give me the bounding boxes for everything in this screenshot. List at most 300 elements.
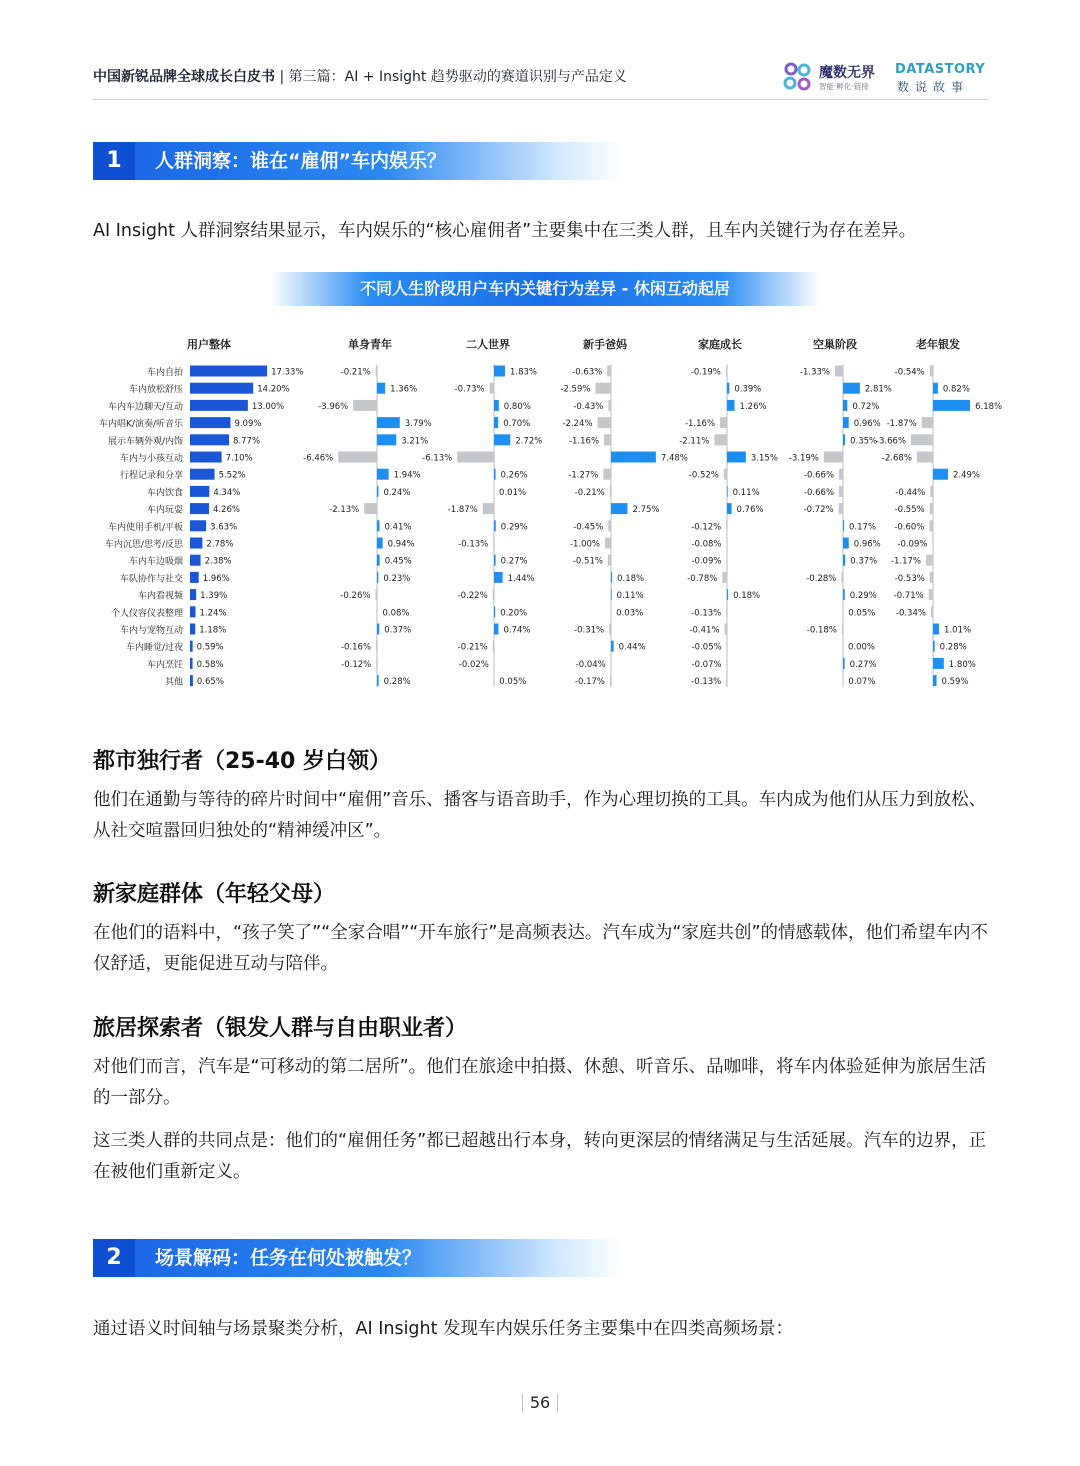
bar-单身青年 — [375, 589, 377, 600]
header-title-separator: | — [279, 69, 285, 85]
bar-老年银发 — [933, 675, 937, 686]
section-1-intro: AI Insight 人群洞察结果显示，车内娱乐的“核心雇佣者”主要集中在三类人群，且车内关键行为存在差异。 — [93, 221, 917, 241]
bar-单身青年 — [376, 366, 377, 377]
chart-title: 不同人生阶段用户车内关键行为差异 - 休闲互动起居 — [360, 279, 730, 298]
value-label-空巢阶段: -1.33% — [799, 367, 831, 378]
value-label-空巢阶段: 0.96% — [853, 419, 881, 430]
bar-空巢阶段 — [842, 624, 843, 635]
group-1-title: 都市独行者（25-40 岁白领） — [93, 749, 392, 774]
value-label-二人世界: -0.73% — [454, 384, 485, 395]
chart-title-banner — [270, 272, 820, 306]
value-label-单身青年: 0.37% — [384, 625, 412, 636]
value-label-老年银发: -1.17% — [890, 556, 921, 567]
value-label-家庭成长: 0.76% — [736, 505, 764, 516]
bar-overall — [190, 555, 201, 566]
header-title-main: 中国新锐品牌全球成长白皮书 — [93, 69, 275, 85]
group-2-title: 新家庭群体（年轻父母） — [93, 882, 336, 907]
value-label-单身青年: 0.24% — [383, 487, 411, 498]
bar-家庭成长 — [725, 624, 727, 635]
header-title — [93, 66, 627, 86]
value-label-家庭成长: -0.78% — [687, 573, 718, 584]
bar-老年银发 — [933, 658, 944, 669]
value-label-空巢阶段: -0.66% — [803, 470, 835, 481]
value-label-新手爸妈: -1.00% — [569, 539, 600, 550]
value-label-老年银发: 0.59% — [941, 677, 969, 688]
value-label-家庭成长: -0.13% — [691, 677, 722, 688]
bar-老年银发 — [911, 434, 933, 445]
bar-二人世界 — [493, 589, 494, 600]
bar-overall — [190, 469, 215, 480]
value-label-单身青年: 0.08% — [382, 608, 410, 619]
value-label-新手爸妈: -2.24% — [562, 419, 593, 430]
bar-二人世界 — [457, 452, 494, 463]
bar-家庭成长 — [726, 555, 727, 566]
category-label: 车内睡觉/过夜 — [125, 643, 183, 654]
bar-新手爸妈 — [611, 641, 614, 652]
value-label-家庭成长: -0.12% — [691, 522, 722, 533]
value-label-单身青年: -6.46% — [303, 453, 334, 464]
category-label: 车内唱K/演奏/听音乐 — [99, 419, 183, 430]
value-label-老年银发: -0.60% — [894, 522, 925, 533]
value-label-家庭成长: -0.19% — [690, 367, 721, 378]
bar-老年银发 — [933, 400, 970, 411]
section-2-intro: 通过语义时间轴与场景聚类分析，AI Insight 发现车内娱乐任务主要集中在四类高频场景： — [93, 1319, 794, 1339]
datastory-logo — [895, 60, 989, 94]
category-label: 展示车辆外观/内饰 — [107, 436, 183, 447]
bar-overall — [190, 572, 199, 583]
bar-二人世界 — [494, 624, 498, 635]
value-label-二人世界: -0.22% — [457, 591, 488, 602]
value-label-overall: 8.77% — [233, 436, 261, 447]
bar-新手爸妈 — [610, 486, 611, 497]
value-label-二人世界: 0.74% — [503, 625, 531, 636]
bar-新手爸妈 — [608, 400, 611, 411]
value-label-家庭成长: 3.15% — [750, 453, 778, 464]
bar-老年银发 — [930, 503, 933, 514]
column-header-用户整体: 用户整体 — [187, 338, 231, 351]
bar-家庭成长 — [726, 366, 727, 377]
datastory-logo-sub: 数说故事 — [897, 80, 970, 94]
value-label-overall: 4.26% — [212, 505, 240, 516]
bar-家庭成长 — [726, 675, 727, 686]
bar-空巢阶段 — [839, 469, 843, 480]
bar-单身青年 — [376, 641, 377, 652]
bar-overall — [190, 366, 267, 377]
value-label-新手爸妈: -0.31% — [574, 625, 605, 636]
group-2-text: 在他们的语料中，“孩子笑了”“全家合唱”“开车旅行”是高频表达。汽车成为“家庭共创”的情感载体，他们希望车内不仅舒适，更能促进互动与陪伴。 — [93, 923, 989, 974]
category-label: 行程记录和分享 — [119, 471, 183, 482]
bar-新手爸妈 — [607, 366, 611, 377]
bar-新手爸妈 — [608, 555, 611, 566]
bar-overall — [190, 383, 253, 394]
category-label: 车内车边吸烟 — [128, 557, 183, 568]
value-label-单身青年: 3.21% — [401, 436, 429, 447]
value-label-单身青年: 0.94% — [387, 539, 415, 550]
value-label-空巢阶段: 0.72% — [852, 401, 880, 412]
value-label-新手爸妈: -0.43% — [573, 401, 604, 412]
bar-新手爸妈 — [611, 589, 612, 600]
bar-老年银发 — [933, 383, 938, 394]
bar-单身青年 — [377, 469, 389, 480]
value-label-家庭成长: -0.05% — [691, 642, 722, 653]
value-label-新手爸妈: -0.17% — [574, 677, 605, 688]
value-label-老年银发: -0.71% — [893, 591, 924, 602]
value-label-家庭成长: -0.08% — [691, 539, 722, 550]
section-1-title: 人群洞察：谁在“雇佣”车内娱乐？ — [155, 150, 446, 172]
datastory-logo-name: DATASTORY — [895, 62, 986, 77]
bar-二人世界 — [494, 555, 496, 566]
value-label-老年银发: -0.54% — [894, 367, 925, 378]
value-label-二人世界: 0.01% — [499, 487, 527, 498]
value-label-二人世界: -0.02% — [458, 659, 489, 670]
category-label: 车内玩耍 — [146, 505, 183, 516]
category-label: 其他 — [164, 677, 183, 688]
mosu-logo-name: 魔数无界 — [819, 65, 875, 81]
bar-家庭成长 — [727, 486, 728, 497]
value-label-单身青年: -2.13% — [329, 505, 360, 516]
value-label-新手爸妈: 0.44% — [618, 642, 646, 653]
group-1-text: 他们在通勤与等待的碎片时间中“雇佣”音乐、播客与语音助手，作为心理切换的工具。车内成为他们从压力到放松、从社交喧嚣回归独处的“精神缓冲区”。 — [93, 790, 987, 841]
value-label-家庭成长: -0.41% — [689, 625, 720, 636]
bar-老年银发 — [933, 469, 948, 480]
behavior-difference-chart — [90, 330, 1003, 695]
bar-新手爸妈 — [609, 624, 611, 635]
bar-overall — [190, 400, 248, 411]
bar-overall — [190, 520, 206, 531]
category-label: 车队协作与社交 — [119, 574, 183, 585]
bar-overall — [190, 589, 196, 600]
value-label-二人世界: 0.20% — [500, 608, 528, 619]
bar-单身青年 — [364, 503, 377, 514]
value-label-二人世界: -0.21% — [457, 642, 488, 653]
bar-单身青年 — [377, 572, 378, 583]
value-label-空巢阶段: 0.35% — [850, 436, 878, 447]
value-label-老年银发: -3.66% — [875, 436, 907, 447]
bar-overall — [190, 417, 230, 428]
bar-新手爸妈 — [603, 469, 611, 480]
bar-单身青年 — [376, 658, 377, 669]
value-label-单身青年: 0.45% — [384, 556, 412, 567]
value-label-空巢阶段: 0.17% — [849, 522, 877, 533]
value-label-单身青年: 3.79% — [404, 419, 432, 430]
value-label-老年银发: 0.28% — [939, 642, 967, 653]
bar-二人世界 — [483, 503, 494, 514]
bar-新手爸妈 — [611, 572, 612, 583]
value-label-家庭成长: -0.13% — [691, 608, 722, 619]
page-number: 56 — [520, 1392, 560, 1414]
value-label-overall: 4.34% — [213, 487, 241, 498]
value-label-新手爸妈: -0.51% — [572, 556, 603, 567]
value-label-新手爸妈: -0.21% — [574, 487, 605, 498]
bar-二人世界 — [493, 538, 494, 549]
bar-空巢阶段 — [841, 572, 843, 583]
bar-单身青年 — [377, 434, 396, 445]
value-label-二人世界: 1.83% — [509, 367, 537, 378]
value-label-overall: 17.33% — [271, 367, 304, 378]
bar-老年银发 — [926, 555, 933, 566]
bar-家庭成长 — [720, 417, 727, 428]
bar-新手爸妈 — [611, 503, 628, 514]
category-label: 车内饮食 — [146, 488, 183, 499]
value-label-家庭成长: -1.16% — [684, 419, 716, 430]
bar-空巢阶段 — [843, 383, 860, 394]
bar-新手爸妈 — [608, 520, 611, 531]
category-label: 车内烹饪 — [146, 660, 183, 671]
value-label-单身青年: 0.41% — [384, 522, 412, 533]
category-label: 车内放松舒压 — [128, 385, 183, 396]
bar-老年银发 — [929, 520, 933, 531]
value-label-overall: 2.38% — [204, 556, 232, 567]
mosu-logo-tagline: 智能·孵化·链接 — [819, 82, 869, 91]
value-label-老年银发: -0.34% — [895, 608, 926, 619]
bar-二人世界 — [490, 383, 494, 394]
value-label-空巢阶段: 2.81% — [864, 384, 892, 395]
bar-家庭成长 — [727, 589, 728, 600]
mosu-logo-icon — [781, 60, 815, 94]
bar-二人世界 — [494, 434, 510, 445]
bar-单身青年 — [377, 520, 379, 531]
value-label-空巢阶段: -0.18% — [806, 625, 837, 636]
value-label-overall: 1.24% — [199, 608, 227, 619]
bar-新手爸妈 — [604, 434, 611, 445]
section-2-title: 场景解码：任务在何处被触发？ — [155, 1247, 422, 1269]
bar-家庭成长 — [727, 503, 732, 514]
bar-单身青年 — [377, 555, 380, 566]
value-label-家庭成长: 0.39% — [734, 384, 762, 395]
bar-空巢阶段 — [839, 503, 843, 514]
value-label-单身青年: 0.23% — [383, 573, 411, 584]
bar-二人世界 — [494, 572, 503, 583]
value-label-老年银发: 6.18% — [975, 401, 1003, 412]
bar-老年银发 — [917, 452, 933, 463]
bar-overall — [190, 606, 196, 617]
bar-二人世界 — [494, 366, 505, 377]
bar-单身青年 — [377, 486, 378, 497]
value-label-二人世界: 0.70% — [503, 419, 531, 430]
section-1-heading — [93, 142, 623, 180]
bar-老年银发 — [931, 606, 933, 617]
value-label-二人世界: -6.13% — [422, 453, 453, 464]
value-label-老年银发: -2.68% — [881, 453, 912, 464]
value-label-空巢阶段: -0.28% — [806, 573, 837, 584]
value-label-overall: 0.65% — [196, 677, 224, 688]
summary-text: 这三类人群的共同点是：他们的“雇佣任务”都已超越出行本身，转向更深层的情绪满足与生活延展。汽车的边界，正在被他们重新定义。 — [93, 1131, 987, 1182]
value-label-新手爸妈: 0.18% — [617, 573, 645, 584]
category-label: 车内与宠物互动 — [119, 626, 183, 636]
bar-新手爸妈 — [605, 538, 611, 549]
bar-家庭成长 — [722, 572, 727, 583]
value-label-空巢阶段: 0.37% — [850, 556, 878, 567]
bar-老年银发 — [933, 641, 935, 652]
bar-老年银发 — [930, 486, 933, 497]
value-label-空巢阶段: 0.96% — [853, 539, 881, 550]
section-2-number: 2 — [93, 1239, 135, 1277]
value-label-overall: 1.96% — [202, 573, 230, 584]
bar-overall — [190, 486, 209, 497]
value-label-二人世界: 0.05% — [499, 677, 527, 688]
bar-空巢阶段 — [843, 658, 845, 669]
category-label: 车内使用手机/平板 — [107, 522, 183, 533]
value-label-家庭成长: -0.07% — [691, 659, 722, 670]
value-label-新手爸妈: 0.03% — [616, 608, 644, 619]
bar-老年银发 — [930, 366, 933, 377]
value-label-overall: 1.18% — [199, 625, 227, 636]
bar-新手爸妈 — [595, 383, 611, 394]
header-title-sub: 第三篇：AI + Insight 趋势驱动的赛道识别与产品定义 — [288, 69, 627, 85]
value-label-overall: 14.20% — [257, 384, 290, 395]
bar-单身青年 — [353, 400, 377, 411]
value-label-新手爸妈: 0.11% — [616, 591, 644, 602]
value-label-二人世界: -0.13% — [458, 539, 489, 550]
value-label-新手爸妈: -0.45% — [573, 522, 604, 533]
bar-二人世界 — [494, 469, 496, 480]
bar-空巢阶段 — [843, 589, 845, 600]
value-label-空巢阶段: 0.27% — [849, 659, 877, 670]
column-header-新手爸妈: 新手爸妈 — [583, 338, 627, 351]
bar-overall — [190, 434, 229, 445]
bar-空巢阶段 — [843, 434, 845, 445]
value-label-老年银发: 1.80% — [948, 659, 976, 670]
bar-空巢阶段 — [835, 366, 843, 377]
value-label-家庭成长: -0.09% — [691, 556, 722, 567]
value-label-单身青年: -0.21% — [340, 367, 371, 378]
value-label-老年银发: 0.82% — [942, 384, 970, 395]
bar-空巢阶段 — [824, 452, 843, 463]
bar-空巢阶段 — [843, 520, 844, 531]
value-label-二人世界: 2.72% — [515, 436, 543, 447]
bar-新手爸妈 — [611, 452, 656, 463]
bar-新手爸妈 — [610, 675, 611, 686]
bar-老年银发 — [932, 538, 933, 549]
category-label: 车内看视频 — [137, 591, 183, 602]
category-label: 个人仪容仪表整理 — [110, 608, 183, 619]
bar-空巢阶段 — [843, 538, 849, 549]
value-label-空巢阶段: 0.07% — [848, 677, 876, 688]
value-label-二人世界: 0.80% — [503, 401, 531, 412]
bar-二人世界 — [494, 417, 498, 428]
bar-老年银发 — [930, 572, 933, 583]
bar-家庭成长 — [726, 606, 727, 617]
bar-二人世界 — [494, 606, 495, 617]
value-label-空巢阶段: -0.66% — [803, 487, 835, 498]
value-label-家庭成长: 0.18% — [733, 591, 761, 602]
value-label-overall: 1.39% — [200, 591, 228, 602]
group-3-title: 旅居探索者（银发人群与自由职业者） — [93, 1016, 468, 1041]
value-label-老年银发: -1.87% — [886, 419, 917, 430]
bar-老年银发 — [933, 624, 939, 635]
value-label-老年银发: 2.49% — [952, 470, 980, 481]
value-label-overall: 3.63% — [210, 522, 238, 533]
column-header-家庭成长: 家庭成长 — [698, 338, 742, 351]
value-label-新手爸妈: -0.04% — [575, 659, 606, 670]
bar-新手爸妈 — [598, 417, 611, 428]
value-label-新手爸妈: -1.16% — [568, 436, 600, 447]
bar-家庭成长 — [714, 434, 727, 445]
value-label-新手爸妈: -2.59% — [560, 384, 591, 395]
value-label-老年银发: -0.09% — [897, 539, 928, 550]
bar-二人世界 — [494, 520, 496, 531]
value-label-空巢阶段: -0.72% — [803, 505, 834, 516]
value-label-overall: 5.52% — [218, 470, 246, 481]
value-label-二人世界: 0.26% — [500, 470, 528, 481]
bar-空巢阶段 — [839, 486, 843, 497]
value-label-空巢阶段: 0.05% — [848, 608, 876, 619]
value-label-overall: 13.00% — [251, 401, 285, 412]
bar-单身青年 — [377, 624, 379, 635]
bar-空巢阶段 — [843, 417, 849, 428]
bar-空巢阶段 — [843, 555, 845, 566]
bar-二人世界 — [494, 400, 499, 411]
bar-单身青年 — [377, 538, 383, 549]
value-label-空巢阶段: -3.19% — [788, 453, 819, 464]
value-label-新手爸妈: -1.27% — [568, 470, 599, 481]
value-label-overall: 9.09% — [234, 419, 262, 430]
value-label-空巢阶段: 0.00% — [848, 642, 876, 653]
bar-overall — [190, 538, 202, 549]
value-label-二人世界: 1.44% — [507, 573, 535, 584]
section-2-heading — [93, 1239, 623, 1277]
bar-家庭成长 — [724, 469, 727, 480]
bar-单身青年 — [377, 383, 385, 394]
bar-overall — [190, 641, 193, 652]
value-label-单身青年: -0.16% — [340, 642, 372, 653]
bar-overall — [190, 503, 209, 514]
category-label: 车内车边聊天/互动 — [107, 402, 183, 413]
value-label-老年银发: -0.44% — [895, 487, 926, 498]
bar-家庭成长 — [726, 520, 727, 531]
column-header-单身青年: 单身青年 — [348, 338, 392, 351]
value-label-家庭成长: -2.11% — [679, 436, 710, 447]
bar-overall — [190, 675, 193, 686]
value-label-overall: 0.59% — [196, 642, 224, 653]
column-header-老年银发: 老年银发 — [916, 338, 960, 351]
bar-overall — [190, 452, 222, 463]
value-label-单身青年: 1.36% — [390, 384, 418, 395]
value-label-overall: 2.78% — [206, 539, 234, 550]
value-label-老年银发: -0.55% — [894, 505, 925, 516]
section-1-number: 1 — [93, 142, 135, 180]
bar-单身青年 — [338, 452, 377, 463]
value-label-单身青年: 0.28% — [383, 677, 411, 688]
bar-单身青年 — [377, 417, 400, 428]
value-label-新手爸妈: 2.75% — [632, 505, 660, 516]
value-label-老年银发: -0.53% — [894, 573, 925, 584]
mosu-logo — [781, 60, 881, 94]
value-label-二人世界: 0.27% — [500, 556, 528, 567]
bar-老年银发 — [929, 589, 933, 600]
bar-二人世界 — [493, 641, 494, 652]
category-label: 车内与小孩互动 — [119, 454, 183, 464]
bar-overall — [190, 624, 195, 635]
bar-家庭成长 — [727, 452, 746, 463]
column-header-空巢阶段: 空巢阶段 — [813, 338, 857, 351]
bar-老年银发 — [922, 417, 933, 428]
value-label-二人世界: 0.29% — [500, 522, 528, 533]
value-label-家庭成长: 1.26% — [739, 401, 767, 412]
bar-家庭成长 — [727, 400, 735, 411]
bar-空巢阶段 — [843, 400, 847, 411]
category-label: 车内沉思/思考/反思 — [104, 540, 183, 550]
bar-overall — [190, 658, 193, 669]
value-label-老年银发: 1.01% — [944, 625, 972, 636]
value-label-家庭成长: -0.52% — [688, 470, 719, 481]
value-label-overall: 7.10% — [225, 453, 253, 464]
bar-家庭成长 — [727, 383, 729, 394]
category-label: 车内自拍 — [146, 368, 183, 378]
page-header — [93, 56, 988, 100]
value-label-单身青年: -0.26% — [340, 591, 371, 602]
value-label-二人世界: -1.87% — [447, 505, 478, 516]
